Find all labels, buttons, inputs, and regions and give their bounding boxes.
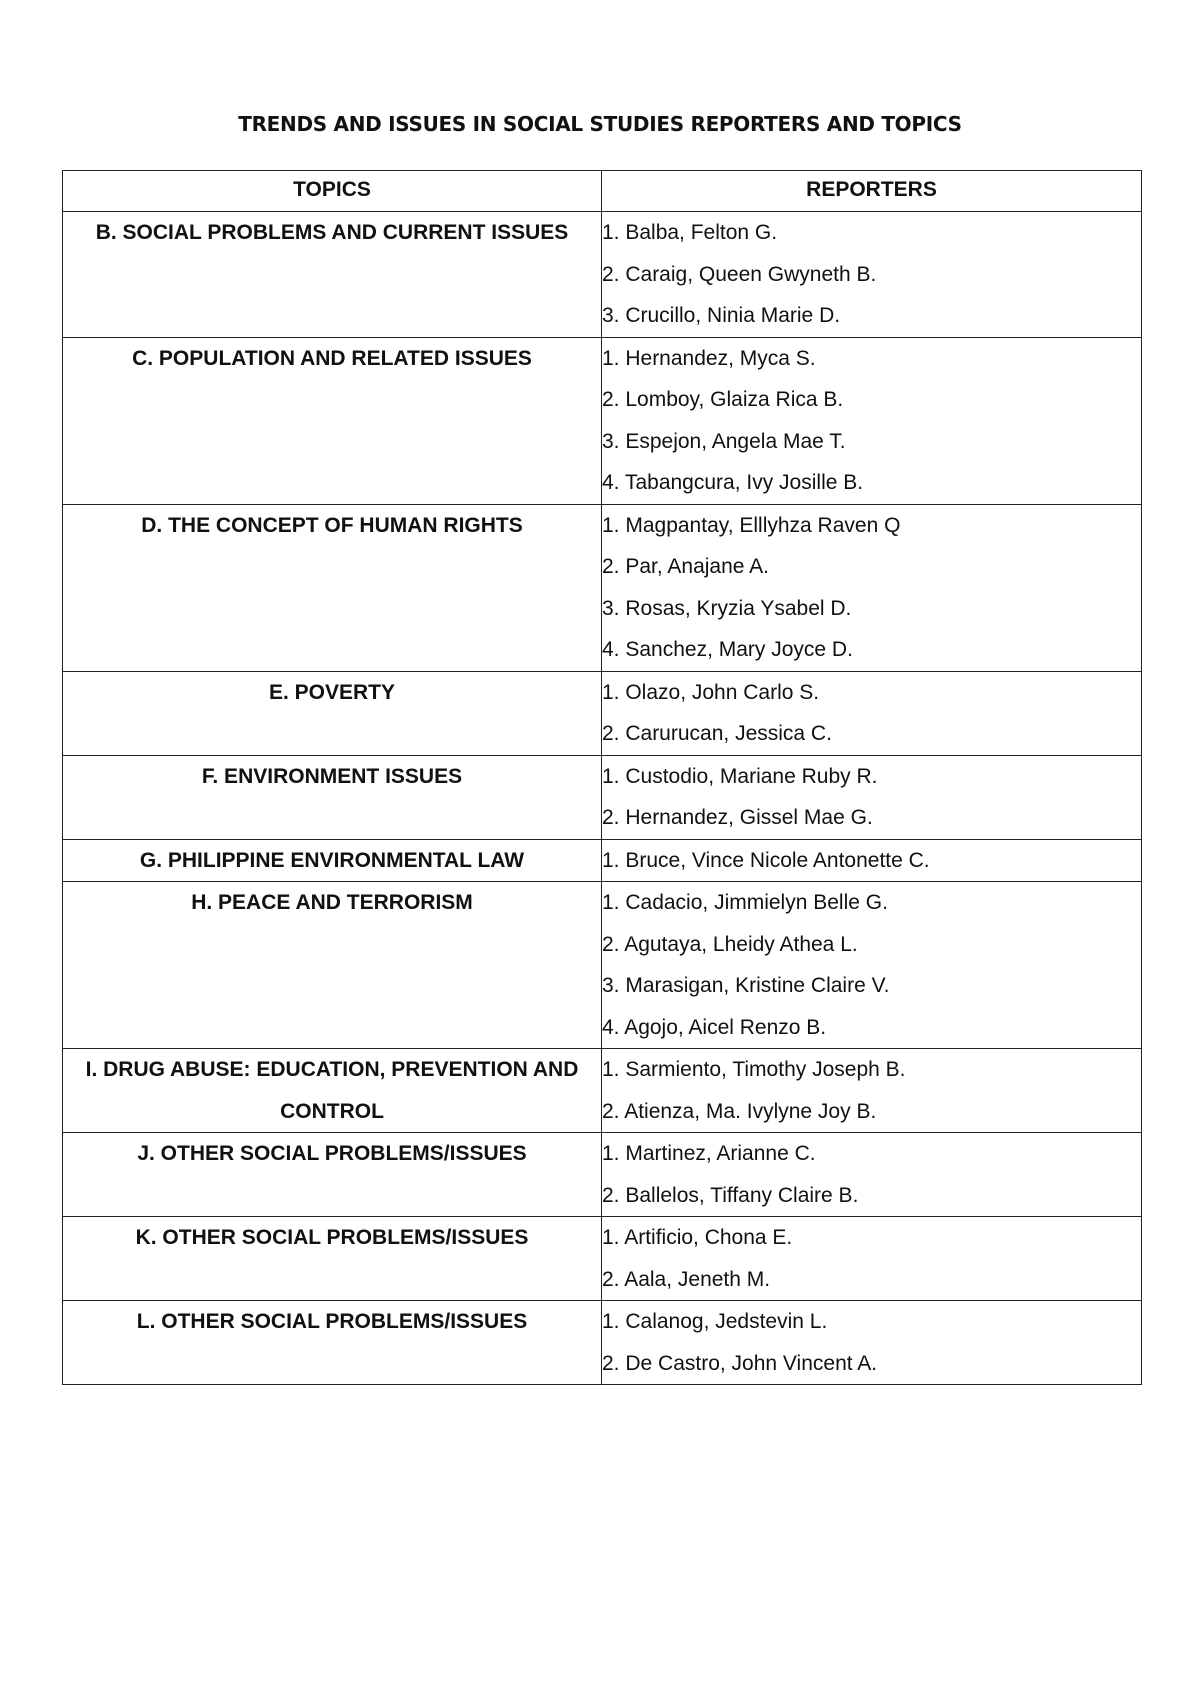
table-body bbox=[63, 212, 1142, 1385]
topic-title: C. POPULATION AND RELATED ISSUES bbox=[132, 346, 532, 370]
table-row bbox=[63, 212, 1142, 338]
topic-cell bbox=[63, 839, 602, 882]
reporters-cell bbox=[602, 839, 1142, 882]
reporter-name: 1. Calanog, Jedstevin L. bbox=[602, 1310, 828, 1333]
topic-cell bbox=[63, 1217, 602, 1301]
topic-title: K. OTHER SOCIAL PROBLEMS/ISSUES bbox=[135, 1226, 529, 1249]
reporter-name: 1. Martinez, Arianne C. bbox=[602, 1142, 816, 1165]
topic-cell bbox=[63, 882, 602, 1049]
topic-title: B. SOCIAL PROBLEMS AND CURRENT ISSUES bbox=[95, 221, 569, 244]
topics-column-header: TOPICS bbox=[63, 171, 602, 212]
table-row bbox=[63, 1301, 1142, 1385]
topics-reporters-table bbox=[62, 170, 1142, 1385]
table-row bbox=[63, 1133, 1142, 1217]
reporter-name: 1. Sarmiento, Timothy Joseph B. bbox=[602, 1058, 906, 1081]
reporter-name: 2. Caraig, Queen Gwyneth B. bbox=[602, 262, 877, 286]
reporters-cell bbox=[602, 1133, 1142, 1217]
reporter-name: 1. Custodio, Mariane Ruby R. bbox=[602, 764, 878, 788]
reporters-column-header: REPORTERS bbox=[602, 171, 1142, 212]
reporters-cell bbox=[602, 755, 1142, 839]
reporter-name: 1. Artificio, Chona E. bbox=[602, 1226, 793, 1249]
reporter-name: 1. Hernandez, Myca S. bbox=[602, 346, 816, 370]
topic-cell bbox=[63, 1301, 602, 1385]
reporter-name: 4. Agojo, Aicel Renzo B. bbox=[602, 1015, 827, 1039]
topic-cell bbox=[63, 671, 602, 755]
table-row bbox=[63, 504, 1142, 671]
table-row bbox=[63, 1049, 1142, 1133]
topic-cell bbox=[63, 212, 602, 338]
reporter-name: 4. Tabangcura, Ivy Josille B. bbox=[602, 471, 864, 494]
reporters-cell bbox=[602, 1217, 1142, 1301]
topic-cell bbox=[63, 337, 602, 504]
reporters-cell bbox=[602, 882, 1142, 1049]
reporters-cell bbox=[602, 337, 1142, 504]
table-row bbox=[63, 755, 1142, 839]
page-title: TRENDS AND ISSUES IN SOCIAL STUDIES REPORTERS AND TOPICS bbox=[238, 112, 962, 136]
topic-title: I. DRUG ABUSE: EDUCATION, PREVENTION AND CONTROL bbox=[85, 1058, 579, 1123]
reporter-name: 3. Crucillo, Ninia Marie D. bbox=[602, 304, 841, 327]
reporter-name: 2. Carurucan, Jessica C. bbox=[602, 722, 832, 745]
reporter-name: 1. Cadacio, Jimmielyn Belle G. bbox=[602, 891, 888, 914]
reporter-name: 2. Ballelos, Tiffany Claire B. bbox=[602, 1183, 859, 1207]
topic-cell bbox=[63, 504, 602, 671]
topic-title: E. POVERTY bbox=[268, 680, 396, 704]
topic-title: H. PEACE AND TERRORISM bbox=[191, 891, 473, 914]
reporter-name: 2. Hernandez, Gissel Mae G. bbox=[602, 806, 873, 829]
topic-cell bbox=[63, 1049, 602, 1133]
table-row bbox=[63, 882, 1142, 1049]
table-header-row bbox=[63, 171, 1142, 212]
reporters-cell bbox=[602, 212, 1142, 338]
table-row bbox=[63, 337, 1142, 504]
table-row bbox=[63, 1217, 1142, 1301]
reporter-name: 3. Marasigan, Kristine Claire V. bbox=[602, 974, 890, 997]
topic-cell bbox=[63, 1133, 602, 1217]
topic-cell bbox=[63, 755, 602, 839]
topic-title: L. OTHER SOCIAL PROBLEMS/ISSUES bbox=[136, 1310, 528, 1333]
reporter-name: 1. Olazo, John Carlo S. bbox=[602, 680, 820, 704]
reporter-name: 1. Bruce, Vince Nicole Antonette C. bbox=[602, 848, 930, 872]
topic-title: D. THE CONCEPT OF HUMAN RIGHTS bbox=[141, 513, 523, 537]
reporter-name: 2. Lomboy, Glaiza Rica B. bbox=[602, 388, 844, 411]
reporter-name: 2. Agutaya, Lheidy Athea L. bbox=[602, 932, 858, 956]
table-row bbox=[63, 839, 1142, 882]
reporters-cell bbox=[602, 1049, 1142, 1133]
reporter-name: 2. Atienza, Ma. Ivylyne Joy B. bbox=[602, 1099, 877, 1123]
reporters-cell bbox=[602, 504, 1142, 671]
reporter-name: 2. Aala, Jeneth M. bbox=[602, 1267, 771, 1291]
topic-title: F. ENVIRONMENT ISSUES bbox=[201, 764, 463, 788]
reporter-name: 2. Par, Anajane A. bbox=[602, 555, 769, 578]
reporters-cell bbox=[602, 1301, 1142, 1385]
reporter-name: 3. Rosas, Kryzia Ysabel D. bbox=[602, 596, 852, 620]
reporter-name: 1. Magpantay, Elllyhza Raven Q bbox=[602, 513, 901, 537]
reporters-cell bbox=[602, 671, 1142, 755]
topic-title: J. OTHER SOCIAL PROBLEMS/ISSUES bbox=[137, 1142, 527, 1165]
reporter-name: 3. Espejon, Angela Mae T. bbox=[602, 429, 846, 453]
table-row bbox=[63, 671, 1142, 755]
reporter-name: 4. Sanchez, Mary Joyce D. bbox=[602, 638, 853, 661]
reporter-name: 1. Balba, Felton G. bbox=[602, 221, 778, 244]
topic-title: G. PHILIPPINE ENVIRONMENTAL LAW bbox=[139, 848, 525, 872]
reporter-name: 2. De Castro, John Vincent A. bbox=[602, 1351, 878, 1375]
